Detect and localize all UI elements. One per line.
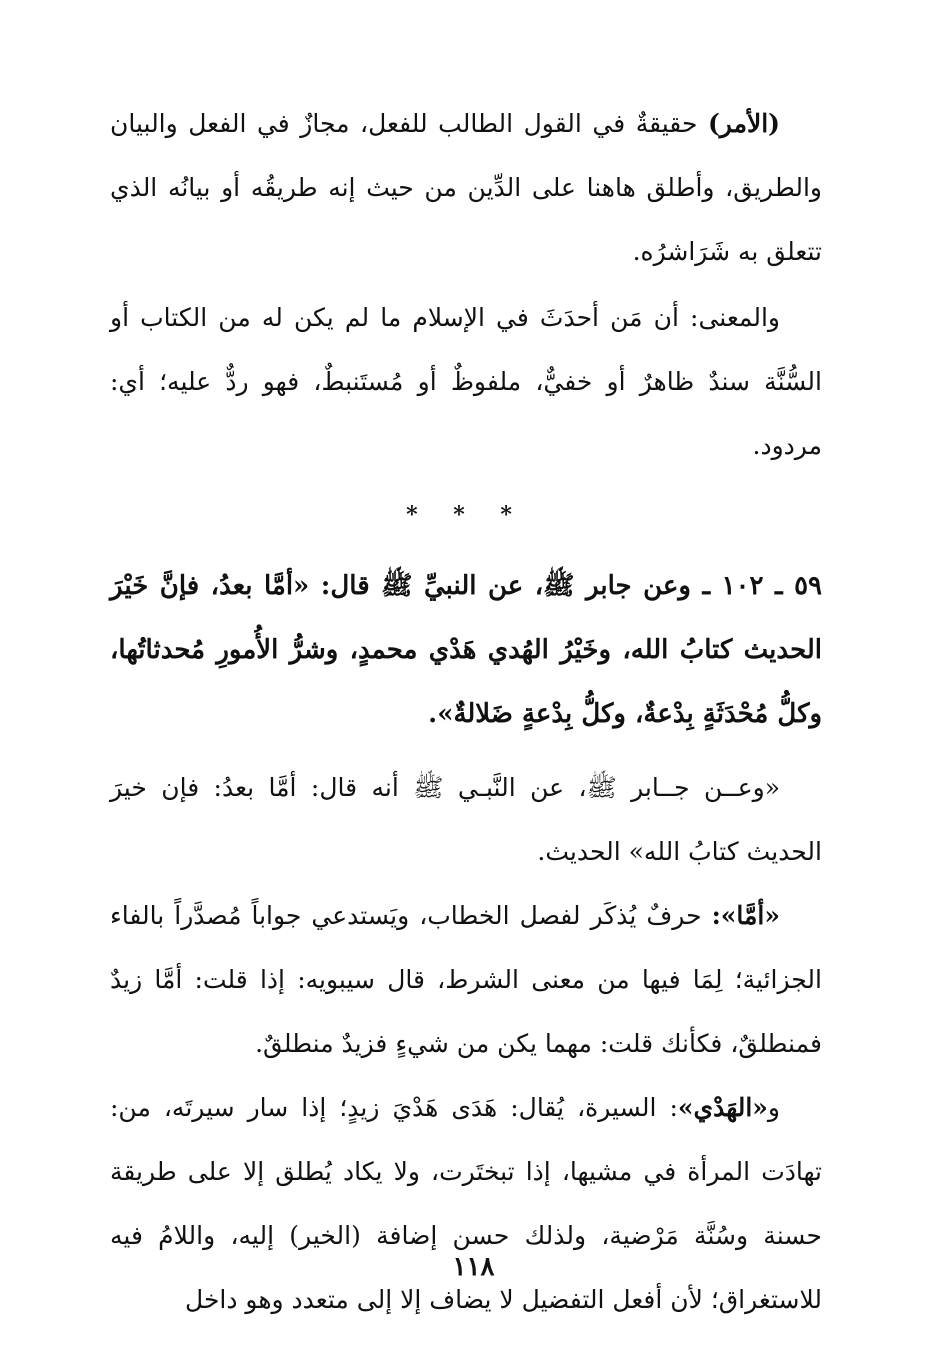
paragraph-hady — [110, 1076, 822, 1332]
term-hady: «الهَدْي» — [677, 1093, 768, 1122]
paragraph-meaning: والمعنى: أن مَن أحدَثَ في الإسلام ما لم يكن له من الكتاب أو السُّنَّة سندٌ ظاهرٌ أو خفيٌّ، ملفوظٌ أو مُستَنبطٌ، فهو ردٌّ عليه؛ أي: مردود. — [110, 303, 822, 460]
paragraph-hadith-quote: «وعــن جــابر ﷺ، عن النَّبـي ﷺ أنه قال: أمَّا بعدُ: فإن خيرَ الحديث كتابُ الله» الحديث. — [110, 773, 822, 866]
page-body — [110, 92, 822, 1332]
paragraph-amma — [110, 884, 822, 1076]
paragraph-amma-text: حرفٌ يُذكَر لفصل الخطاب، ويَستدعي جواباً مُصدَّراً بالفاء الجزائية؛ لِمَا فيها من معنى الشرط، قال سيبويه: إذا قلت: أمَّا زيدٌ فمنطلقٌ، فكأنك قلت: مهما يكن من شيءٍ فزيدٌ منطلقٌ. — [110, 901, 822, 1058]
term-amr: (الأمر) — [707, 109, 780, 138]
paragraph-hady-text: : السيرة، يُقال: هَدَى هَدْيَ زيدٍ؛ إذا سار سيرتَه، من: تهادَت المرأة في مشيها، إذا تبختَرت، ولا يكاد يُطلق إلا على طريقة حسنة وسُنَّة مَرْضية، ولذلك حسن إضافة (الخير) إليه، واللامُ فيه للاستغراق؛ لأن أفعل التفضيل لا يضاف إلا إلى متعدد وهو داخل — [110, 1093, 822, 1314]
page-number: ١١٨ — [452, 1252, 495, 1282]
paragraph-amr-definition — [110, 92, 822, 284]
hadith-text: ٥٩ ـ ١٠٢ ـ وعن جابر ﷺ، عن النبيِّ ﷺ قال: «أمَّا بعدُ، فإنَّ خَيْرَ الحديث كتابُ الله، وخَيْرُ الهُدي هَدْي محمدٍ، وشرُّ الأُمورِ مُحدثاتُها، وكلُّ مُحْدَثَةٍ بِدْعةٌ، وكلُّ بِدْعةٍ ضَلالةٌ». — [110, 571, 822, 729]
paragraph-amr-text: حقيقةٌ في القول الطالب للفعل، مجازٌ في الفعل والبيان والطريق، وأطلق هاهنا على الدِّين من حيث إنه طريقُه أو بيانُه الذي تتعلق به شَرَاشرُه. — [110, 109, 822, 266]
term-amma: «أمَّا»: — [711, 901, 780, 930]
paragraph-hady-prefix: و — [767, 1093, 780, 1122]
section-separator: * * * — [406, 502, 526, 528]
